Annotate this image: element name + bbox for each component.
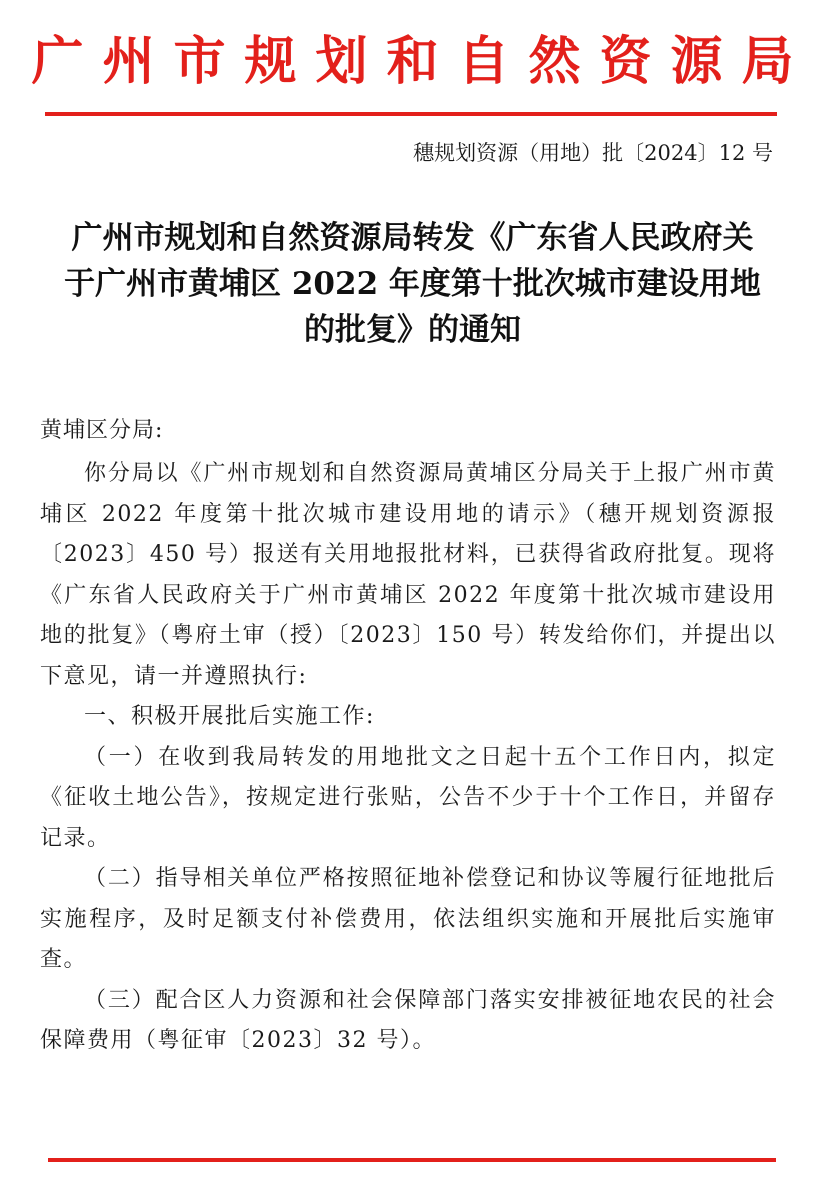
body-paragraph-section-heading: 一、积极开展批后实施工作: xyxy=(84,704,375,729)
document-title: 广州市规划和自然资源局转发《广东省人民政府关于广州市黄埔区 2022 年度第十批次城市建设用地的批复》的通知 xyxy=(64,220,761,348)
body-paragraph-item-2: （二）指导相关单位严格按照征地补偿登记和协议等履行征地批后实施程序，及时足额支付补偿费用，依法组织实施和开展批后实施审查。 xyxy=(40,866,776,972)
letterhead-agency-name: 广州市规划和自然资源局 xyxy=(31,31,813,92)
addressee: 黄埔区分局: xyxy=(40,418,164,443)
footer-red-rule xyxy=(48,1158,776,1162)
letterhead-red-rule xyxy=(45,112,777,116)
document-number: 穗规划资源（用地）批〔2024〕12 号 xyxy=(413,141,773,165)
body-paragraph-item-3: （三）配合区人力资源和社会保障部门落实安排被征地农民的社会保障费用（粤征审〔2023〕32 号）。 xyxy=(40,987,776,1053)
body-paragraph-item-1: （一）在收到我局转发的用地批文之日起十五个工作日内，拟定《征收土地公告》，按规定进行张贴，公告不少于十个工作日，并留存记录。 xyxy=(40,744,776,851)
body-paragraph-intro: 你分局以《广州市规划和自然资源局黄埔区分局关于上报广州市黄埔区 2022 年度第十批次城市建设用地的请示》（穗开规划资源报〔2023〕450 号）报送有关用地报批材料，已获得省政府批复。现将《广东省人民政府关于广州市黄埔区 2022 年度第十批次城市建设用地的批复》（粤府土审（授）〔2023〕150 号）转发给你们，并提出以下意见，请一并遵照执行: xyxy=(40,461,776,689)
document-body xyxy=(40,454,776,1062)
